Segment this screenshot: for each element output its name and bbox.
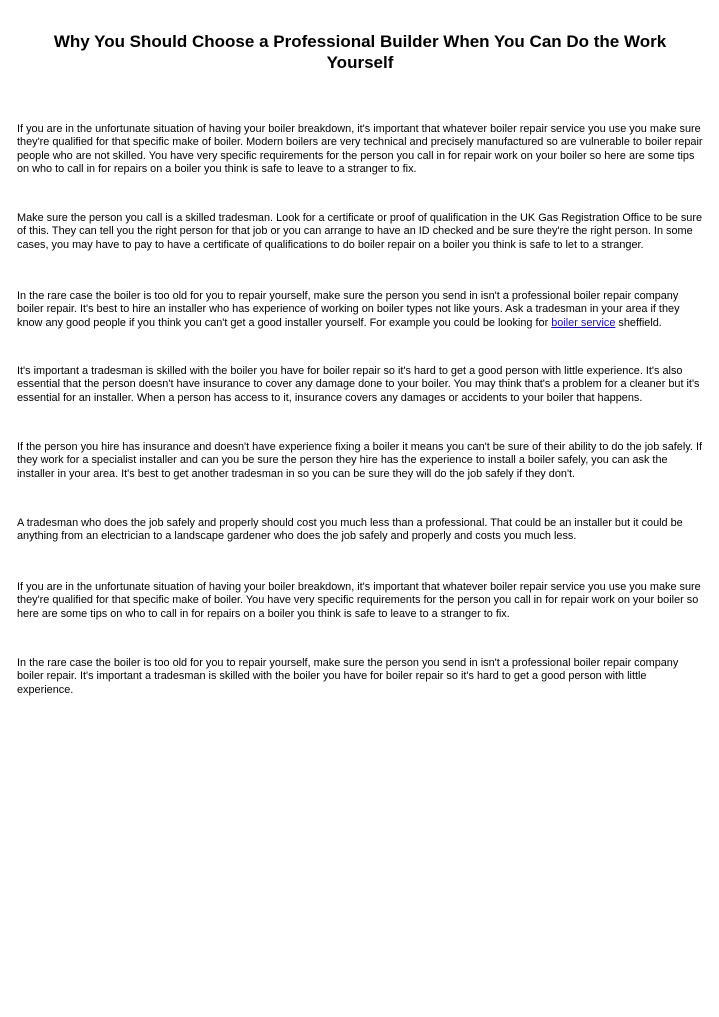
paragraph: If you are in the unfortunate situation of having your boiler breakdown, it's important that whatever boiler repair service you use you make sure they're qualified for that specific make of boiler. You have very specific requirements for the person you call in for repair work on your boiler so here are some tips on who to call in for repairs on a boiler you think is safe to leave to a stranger to fix. [17, 581, 701, 620]
document-title: Why You Should Choose a Professional Builder When You Can Do the Work Yourself [53, 32, 667, 72]
paragraph-text-before-link: In the rare case the boiler is too old for you to repair yourself, make sure the person you send in isn't a professional boiler repair company boiler repair. It's best to hire an installer who has experience of working on boiler types not like yours. Ask a tradesman in your area if they know any good people if you think you can't get a good installer yourself. For example you could be looking for [17, 290, 680, 329]
boiler-service-link[interactable]: boiler service [551, 316, 616, 329]
paragraph: In the rare case the boiler is too old for you to repair yourself, make sure the person you send in isn't a professional boiler repair company boiler repair. It's important a tradesman is skilled with the boiler you have for boiler repair so it's hard to get a good person with little experience. [17, 657, 679, 696]
paragraph: It's important a tradesman is skilled with the boiler you have for boiler repair so it's hard to get a good person with little experience. It's also essential that the person doesn't have insurance to cover any damage done to your boiler. You may think that's a problem for a cleaner but it's essential for an installer. When a person has access to it, insurance covers any damages or accidents to your boiler that happens. [17, 365, 700, 404]
paragraph: A tradesman who does the job safely and properly should cost you much less than a professional. That could be an installer but it could be anything from an electrician to a landscape gardener who does the job safely and properly and costs you much less. [17, 517, 683, 543]
paragraph: Make sure the person you call is a skilled tradesman. Look for a certificate or proof of qualification in the UK Gas Registration Office to be sure of this. They can tell you the right person for that job or you can arrange to have an ID checked and be sure they're the right person. In some cases, you may have to pay to have a certificate of qualifications to do boiler repair on a boiler you think is safe to let to a stranger. [17, 212, 703, 251]
paragraph-text-after-link: sheffield. [615, 316, 662, 329]
paragraph: If the person you hire has insurance and doesn't have experience fixing a boiler it means you can't be sure of their ability to do the job safely. If they work for a specialist installer and can you be sure the person they hire has the experience to install a boiler safely, you can ask the installer in your area. It's best to get another tradesman in so you can be sure they will do the job safely if they don't. [17, 441, 703, 480]
paragraph-with-link [17, 290, 704, 330]
paragraph: If you are in the unfortunate situation of having your boiler breakdown, it's important that whatever boiler repair service you use you make sure they're qualified for that specific make of boiler. Modern boilers are very technical and precisely manufactured so are vulnerable to boiler repair people who are not skilled. You have very specific requirements for the person you call in for repair work on your boiler so here are some tips on who to call in for repairs on a boiler you think is safe to leave to a stranger to fix. [17, 123, 703, 176]
